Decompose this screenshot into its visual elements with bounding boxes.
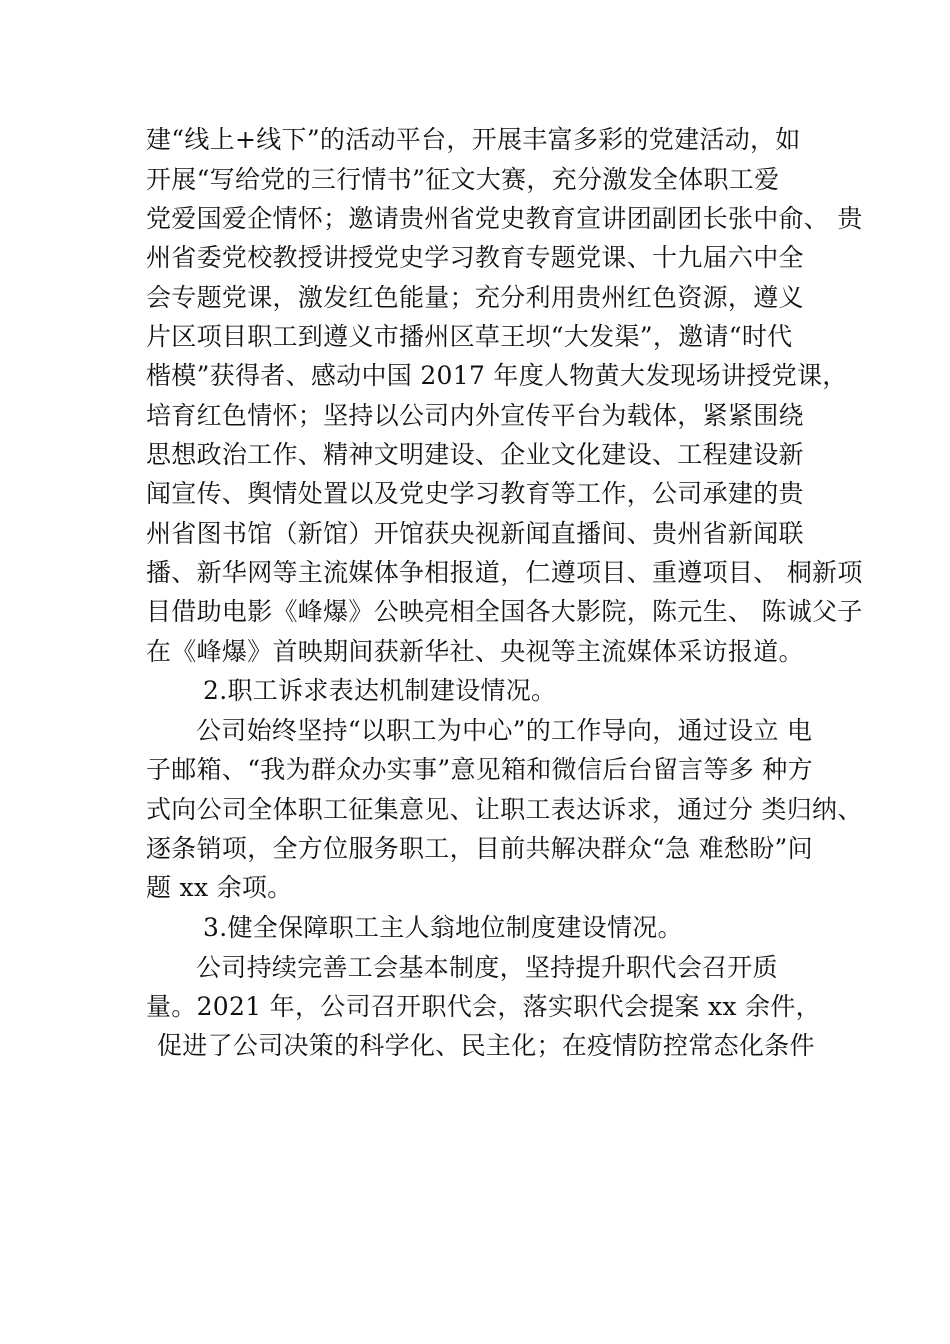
- text-line: 楷模”获得者、感动中国 2017 年度人物黄大发现场讲授党课，: [146, 361, 848, 390]
- text-line: 在《峰爆》首映期间获新华社、央视等主流媒体采访报道。: [146, 637, 804, 666]
- text-line: 州省图书馆（新馆）开馆获央视新闻直播间、贵州省新闻联: [146, 519, 804, 548]
- text-line: 开展“写给党的三行情书”征文大赛，充分激发全体职工爱: [146, 165, 780, 194]
- text-line: 片区项目职工到遵义市播州区草王坝“大发渠”，邀请“时代: [146, 322, 793, 351]
- text-line: 州省委党校教授讲授党史学习教育专题党课、十九届六中全: [146, 243, 804, 272]
- text-line: 量。2021 年，公司召开职代会，落实职代会提案 xx 余件，: [146, 992, 821, 1021]
- text-line: 培育红色情怀；坚持以公司内外宣传平台为载体，紧紧围绕: [146, 401, 804, 430]
- text-line: 逐条销项，全方位服务职工，目前共解决群众“急 难愁盼”问: [146, 834, 813, 863]
- text-line: 题 xx 余项。: [146, 873, 293, 902]
- text-line: 闻宣传、舆情处置以及党史学习教育等工作，公司承建的贵: [146, 479, 804, 508]
- text-line: 播、新华网等主流媒体争相报道，仁遵项目、重遵项目、 桐新项: [146, 558, 863, 587]
- text-line: 促进了公司决策的科学化、民主化；在疫情防控常态化条件: [157, 1031, 815, 1060]
- text-line: 建“线上+线下”的活动平台，开展丰富多彩的党建活动，如: [146, 125, 801, 154]
- section-heading-2: 2.职工诉求表达机制建设情况。: [203, 676, 557, 705]
- text-line: 党爱国爱企情怀；邀请贵州省党史教育宣讲团副团长张中俞、 贵: [146, 204, 863, 233]
- text-line: 目借助电影《峰爆》公映亮相全国各大影院，陈元生、 陈诚父子: [146, 597, 863, 626]
- text-line: 式向公司全体职工征集意见、让职工表达诉求，通过分 类归纳、: [146, 795, 863, 824]
- text-line: 公司持续完善工会基本制度，坚持提升职代会召开质: [196, 953, 778, 982]
- text-line: 思想政治工作、精神文明建设、企业文化建设、工程建设新: [146, 440, 804, 469]
- text-line: 子邮箱、“我为群众办实事”意见箱和微信后台留言等多 种方: [146, 755, 813, 784]
- text-line: 会专题党课，激发红色能量；充分利用贵州红色资源，遵义: [146, 283, 804, 312]
- section-heading-3: 3.健全保障职工主人翁地位制度建设情况。: [203, 913, 683, 942]
- text-line: 公司始终坚持“以职工为中心”的工作导向，通过设立 电: [196, 716, 813, 745]
